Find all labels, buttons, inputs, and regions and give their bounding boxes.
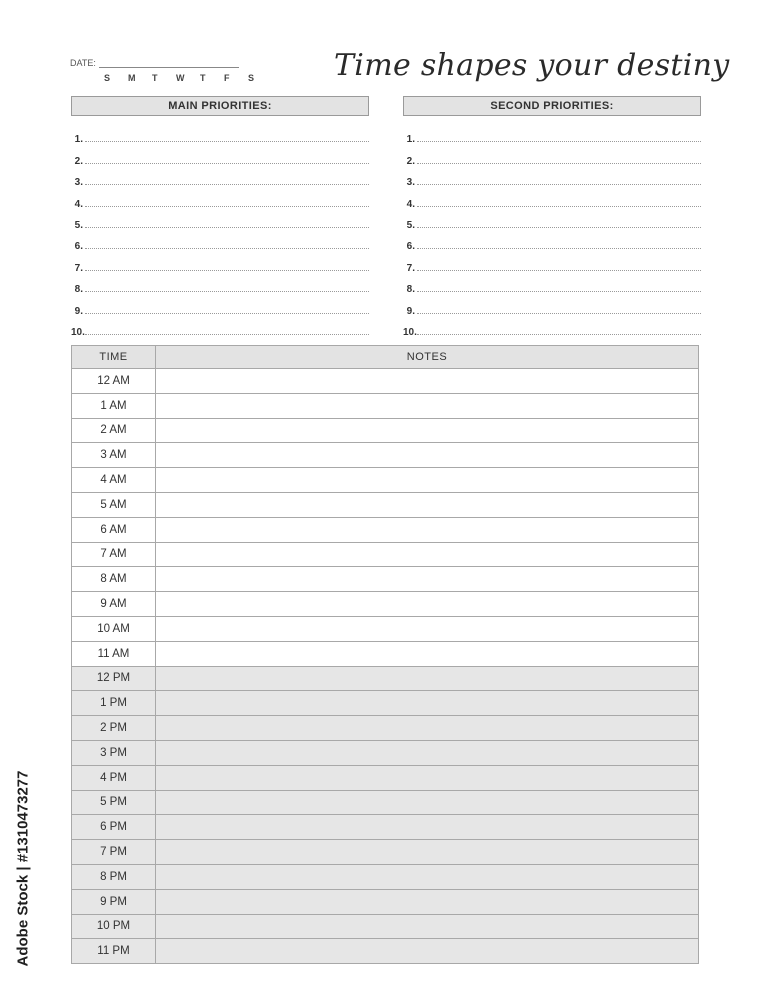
second-priority-item[interactable]: [403, 295, 701, 316]
second-priority-item[interactable]: [403, 317, 701, 338]
date-label: DATE:: [70, 58, 96, 68]
table-row: [72, 740, 699, 765]
main-priority-item[interactable]: [71, 317, 369, 338]
priority-entry-line[interactable]: [417, 220, 701, 228]
priority-number: 4.: [74, 198, 83, 210]
priority-number: 2.: [74, 155, 83, 167]
notes-cell[interactable]: [156, 939, 699, 964]
schedule-header-row: [72, 346, 699, 369]
table-row: [72, 914, 699, 939]
table-row: [72, 567, 699, 592]
main-priorities: [71, 96, 369, 338]
page-title: Time shapes your destiny: [334, 48, 730, 83]
priority-number: 3.: [74, 177, 83, 189]
priority-entry-line[interactable]: [85, 241, 369, 249]
table-row: [72, 765, 699, 790]
table-row: [72, 716, 699, 741]
main-priority-item[interactable]: [71, 231, 369, 252]
main-priority-item[interactable]: [71, 124, 369, 145]
priority-entry-line[interactable]: [85, 134, 369, 142]
main-priority-item[interactable]: [71, 295, 369, 316]
table-row: [72, 641, 699, 666]
table-row: [72, 369, 699, 394]
priority-number: 1.: [406, 134, 415, 146]
priority-entry-line[interactable]: [417, 199, 701, 207]
hour-label: 6 PM: [72, 815, 156, 840]
notes-cell[interactable]: [156, 790, 699, 815]
priority-entry-line[interactable]: [85, 327, 369, 335]
priority-entry-line[interactable]: [85, 199, 369, 207]
second-priority-item[interactable]: [403, 274, 701, 295]
hour-label: 10 PM: [72, 914, 156, 939]
table-row: [72, 468, 699, 493]
day-friday[interactable]: F: [224, 73, 230, 83]
main-priority-item[interactable]: [71, 274, 369, 295]
time-column-header: TIME: [72, 346, 156, 369]
priority-entry-line[interactable]: [85, 263, 369, 271]
hour-label: 1 AM: [72, 393, 156, 418]
notes-cell[interactable]: [156, 542, 699, 567]
day-monday[interactable]: M: [128, 73, 136, 83]
notes-cell[interactable]: [156, 369, 699, 394]
second-priority-item[interactable]: [403, 231, 701, 252]
table-row: [72, 542, 699, 567]
notes-cell[interactable]: [156, 765, 699, 790]
main-priorities-list: [71, 124, 369, 338]
second-priority-item[interactable]: [403, 210, 701, 231]
hour-label: 8 AM: [72, 567, 156, 592]
hour-label: 2 PM: [72, 716, 156, 741]
hour-label: 8 PM: [72, 864, 156, 889]
notes-cell[interactable]: [156, 641, 699, 666]
table-row: [72, 418, 699, 443]
priority-number: 8.: [74, 284, 83, 296]
main-priority-item[interactable]: [71, 252, 369, 273]
hour-label: 9 AM: [72, 592, 156, 617]
second-priorities-list: [403, 124, 701, 338]
priority-number: 3.: [406, 177, 415, 189]
priority-entry-line[interactable]: [85, 306, 369, 314]
priority-number: 5.: [74, 219, 83, 231]
priority-number: 1.: [74, 134, 83, 146]
day-sunday[interactable]: S: [104, 73, 111, 83]
notes-cell[interactable]: [156, 716, 699, 741]
second-priority-item[interactable]: [403, 145, 701, 166]
notes-cell[interactable]: [156, 616, 699, 641]
table-row: [72, 691, 699, 716]
priority-number: 9.: [74, 305, 83, 317]
notes-cell[interactable]: [156, 666, 699, 691]
day-wednesday[interactable]: W: [176, 73, 185, 83]
notes-cell[interactable]: [156, 443, 699, 468]
main-priority-item[interactable]: [71, 167, 369, 188]
hour-label: 5 AM: [72, 492, 156, 517]
table-row: [72, 517, 699, 542]
hour-label: 12 PM: [72, 666, 156, 691]
hour-label: 6 AM: [72, 517, 156, 542]
notes-cell[interactable]: [156, 889, 699, 914]
main-priority-item[interactable]: [71, 210, 369, 231]
notes-cell[interactable]: [156, 840, 699, 865]
notes-cell[interactable]: [156, 468, 699, 493]
hour-label: 2 AM: [72, 418, 156, 443]
hour-label: 4 PM: [72, 765, 156, 790]
date-line[interactable]: [99, 58, 239, 68]
priority-number: 4.: [406, 198, 415, 210]
notes-cell[interactable]: [156, 914, 699, 939]
priority-number: 7.: [74, 262, 83, 274]
weekday-selector: [104, 73, 272, 83]
hour-label: 4 AM: [72, 468, 156, 493]
second-priority-item[interactable]: [403, 124, 701, 145]
second-priorities: [403, 96, 701, 338]
date-field: [70, 58, 239, 68]
priority-entry-line[interactable]: [417, 177, 701, 185]
table-row: [72, 443, 699, 468]
priority-number: 6.: [74, 241, 83, 253]
notes-cell[interactable]: [156, 418, 699, 443]
day-saturday[interactable]: S: [248, 73, 255, 83]
hour-label: 3 PM: [72, 740, 156, 765]
table-row: [72, 939, 699, 964]
priority-entry-line[interactable]: [417, 306, 701, 314]
hour-label: 7 PM: [72, 840, 156, 865]
priority-entry-line[interactable]: [417, 134, 701, 142]
notes-cell[interactable]: [156, 815, 699, 840]
hour-label: 9 PM: [72, 889, 156, 914]
second-priority-item[interactable]: [403, 167, 701, 188]
main-priorities-header: MAIN PRIORITIES:: [71, 96, 369, 116]
hour-label: 1 PM: [72, 691, 156, 716]
day-thursday[interactable]: T: [200, 73, 206, 83]
priority-number: 9.: [406, 305, 415, 317]
notes-cell[interactable]: [156, 567, 699, 592]
main-priority-item[interactable]: [71, 145, 369, 166]
priority-number: 7.: [406, 262, 415, 274]
main-priority-item[interactable]: [71, 188, 369, 209]
priority-entry-line[interactable]: [417, 263, 701, 271]
table-row: [72, 616, 699, 641]
priority-entry-line[interactable]: [417, 284, 701, 292]
priority-number: 6.: [406, 241, 415, 253]
priority-entry-line[interactable]: [85, 220, 369, 228]
table-row: [72, 492, 699, 517]
second-priority-item[interactable]: [403, 252, 701, 273]
priority-number: 10.: [71, 326, 85, 338]
priority-number: 5.: [406, 219, 415, 231]
table-row: [72, 592, 699, 617]
table-row: [72, 840, 699, 865]
priority-number: 2.: [406, 155, 415, 167]
hour-label: 5 PM: [72, 790, 156, 815]
notes-cell[interactable]: [156, 691, 699, 716]
second-priority-item[interactable]: [403, 188, 701, 209]
watermark: [8, 760, 32, 990]
hour-label: 11 AM: [72, 641, 156, 666]
priority-entry-line[interactable]: [85, 156, 369, 164]
priority-entry-line[interactable]: [417, 327, 701, 335]
hourly-schedule: [71, 345, 699, 964]
priority-number: 10.: [403, 326, 417, 338]
notes-cell[interactable]: [156, 740, 699, 765]
priority-entry-line[interactable]: [417, 241, 701, 249]
table-row: [72, 393, 699, 418]
watermark-text: Adobe Stock | #1310473277: [14, 770, 32, 967]
table-row: [72, 666, 699, 691]
notes-cell[interactable]: [156, 592, 699, 617]
table-row: [72, 889, 699, 914]
priority-entry-line[interactable]: [85, 284, 369, 292]
table-row: [72, 790, 699, 815]
table-row: [72, 864, 699, 889]
priority-entry-line[interactable]: [417, 156, 701, 164]
hour-label: 7 AM: [72, 542, 156, 567]
notes-cell[interactable]: [156, 864, 699, 889]
priority-number: 8.: [406, 284, 415, 296]
notes-column-header: NOTES: [156, 346, 699, 369]
notes-cell[interactable]: [156, 517, 699, 542]
hour-label: 3 AM: [72, 443, 156, 468]
table-row: [72, 815, 699, 840]
notes-cell[interactable]: [156, 393, 699, 418]
notes-cell[interactable]: [156, 492, 699, 517]
hour-label: 10 AM: [72, 616, 156, 641]
day-tuesday[interactable]: T: [152, 73, 158, 83]
second-priorities-header: SECOND PRIORITIES:: [403, 96, 701, 116]
hour-label: 12 AM: [72, 369, 156, 394]
hour-label: 11 PM: [72, 939, 156, 964]
priority-entry-line[interactable]: [85, 177, 369, 185]
